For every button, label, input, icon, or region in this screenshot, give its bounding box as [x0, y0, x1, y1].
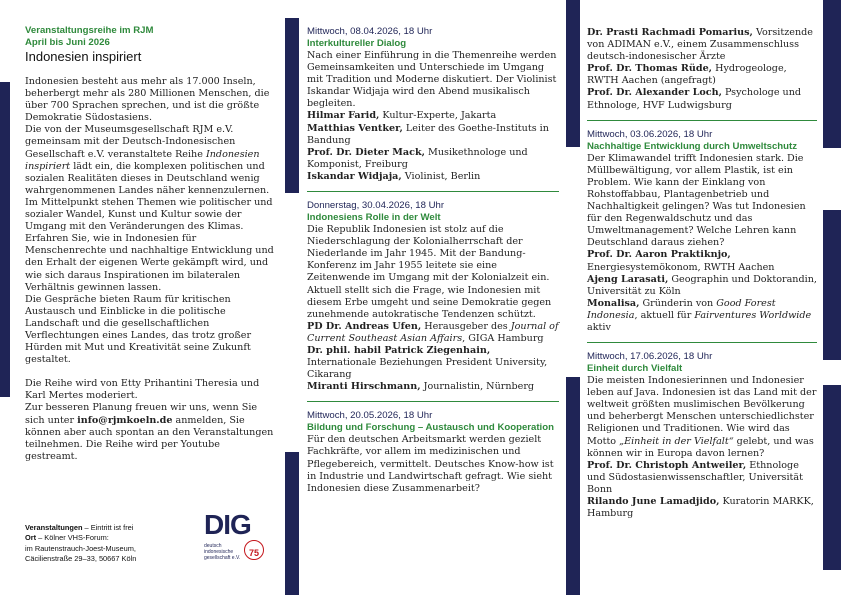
- moderation-note: Die Reihe wird von Etty Prihantini Theresia und Karl Mertes moderiert.: [25, 378, 260, 402]
- event-date: Donnerstag, 30.04.2026, 18 Uhr: [307, 200, 445, 212]
- divider: [587, 120, 817, 121]
- event-title: Bildung und Forschung – Austausch und Kooperation: [307, 422, 554, 434]
- event-4: [587, 129, 817, 334]
- event-3-speakers: [587, 27, 817, 112]
- events-column-3: [587, 27, 817, 520]
- intro-paragraph-2: Die von der Museumsgesellschaft RJM e.V. gemeinsam mit der Deutsch-Indonesischen Gesellschaft e.V. veranstaltete Reihe Indonesien inspiriert lädt ein, die komplexen politischen und sozialen Realitäten dieses in Deutschland wenig wahrgenommenen Landes näher kennenzulernen.: [25, 124, 270, 196]
- event-description: Die meisten Indonesierinnen und Indonesier leben auf Java. Indonesien ist das Land mit der weltweit größten muslimischen Bevölkerung und beherbergt Menschen unterschiedlichster Religionen und Traditionen. Wie wird das Motto „Einheit in der Vielfalt“ gelebt, und was können wir in Europa davon lernen?: [587, 375, 817, 459]
- event-1: [307, 26, 559, 183]
- speaker: Prof. Dr. Dieter Mack, Musikethnologe und Komponist, Freiburg: [307, 146, 528, 170]
- intro-paragraph-1: Indonesien besteht aus mehr als 17.000 Inseln, beherbergt mehr als 280 Millionen Menschen, die über 700 Sprachen sprechen, und ist die größte Demokratie Südostasiens.: [25, 76, 270, 124]
- event-title: Einheit durch Vielfalt: [587, 363, 683, 375]
- event-5: [587, 351, 817, 520]
- intro-column: [25, 25, 275, 463]
- event-description: Nach einer Einführung in die Themenreihe werden Gemeinsamkeiten und Unterschiede im Umgang mit Tradition und Moderne diskutiert. Der Violinist Iskandar Widjaja wird den Abend musikalisch begleiten.: [307, 50, 557, 110]
- series-name: Veranstaltungsreihe im RJM: [25, 25, 154, 36]
- event-3: [307, 410, 559, 494]
- speaker: PD Dr. Andreas Ufen, Herausgeber des Journal of Current Southeast Asian Affairs, GIGA Hamburg: [307, 320, 559, 344]
- venue-info: Veranstaltungen – Eintritt ist frei Ort – Kölner VHS-Forum: im Rautenstrauch-Joest-Museum, Cäcilienstraße 29–33, 50667 Köln: [25, 523, 137, 564]
- event-date: Mittwoch, 03.06.2026, 18 Uhr: [587, 128, 713, 140]
- event-date: Mittwoch, 08.04.2026, 18 Uhr: [307, 26, 433, 37]
- speaker: Iskandar Widjaja, Violinist, Berlin: [307, 170, 481, 182]
- speaker: Prof. Dr. Alexander Loch, Psychologe und Ethnologe, HVF Ludwigsburg: [587, 87, 802, 111]
- events-column-2: [307, 26, 559, 495]
- intro-paragraph-4: Die Gespräche bieten Raum für kritischen Austausch und Einblicke in die politische Landschaft und die gesellschaftlichen Verflechtungen eines Landes, das trotz großer Hürden mit Mut und Kreativität seine Zukunft gestaltet.: [25, 293, 252, 366]
- column-bar-2-bottom: [566, 377, 580, 595]
- dig-logo-mark: DIG: [204, 509, 251, 540]
- speaker: Miranti Hirschmann, Journalistin, Nürnberg: [307, 381, 535, 393]
- event-title: Interkultureller Dialog: [307, 38, 407, 49]
- column-bar-1-top: [285, 18, 299, 193]
- dig-logo-text: deutsch indonesische gesellschaft e.V.: [204, 543, 241, 561]
- speaker: Rilando June Lamadjido, Kuratorin MARKK, Hamburg: [587, 496, 814, 520]
- event-description: Die Republik Indonesien ist stolz auf die Niederschlagung der Kolonialherrschaft der Niederlande im Jahr 1945. Mit der Bandung-Konferenz im Jahr 1955 leitete sie eine Zeitenwende im Umgang mit der Kolonialzeit ein. Aktuell stellt sich die Frage, wie Indonesien mit diesem Erbe umgeht und seine Demokratie gegen zunehmende autokratische Tendenzen schützt.: [307, 224, 552, 320]
- divider: [307, 401, 559, 402]
- series-dates: April bis Juni 2026: [25, 37, 110, 48]
- intro-text: [25, 76, 275, 463]
- event-title: Indonesiens Rolle in der Welt: [307, 212, 441, 224]
- registration-note: Zur besseren Planung freuen wir uns, wenn Sie sich unter info@rjmkoeln.de anmelden, Sie können aber auch spontan an den Veranstaltungen teilnehmen. Die Reihe wird per Youtube gestreamt.: [25, 402, 274, 462]
- speaker: Monalisa, Gründerin von Good Forest Indonesia, aktuell für Fairventures Worldwide aktiv: [587, 297, 812, 333]
- column-bar-1-bottom: [285, 452, 299, 595]
- column-bar-2-top: [566, 0, 580, 147]
- event-description: Der Klimawandel trifft Indonesien stark. Die Müllbewältigung, vor allem Plastik, ist ein Problem. Wie kann der Einklang von Rohstoffabbau, Plantagenbetrieb und Nachhaltigkeit gelingen? Was tut Indonesien für den Regenwaldschutz und das Umweltmanagement? Welche Lehren kann Deutschland daraus ziehen?: [587, 152, 806, 249]
- right-edge-bar-bottom: [823, 385, 841, 570]
- speaker: Dr. phil. habil Patrick Ziegenhain, Internationale Beziehungen President University, Cikarang: [307, 344, 548, 381]
- event-date: Mittwoch, 17.06.2026, 18 Uhr: [587, 351, 713, 363]
- intro-paragraph-3: Im Mittelpunkt stehen Themen wie politischer und sozialer Wandel, Kunst und Kultur sowie der Umgang mit den Veränderungen des Klimas. Erfahren Sie, wie in Indonesien für Menschenrechte und nachhaltige Entwicklung und den Erhalt der eigenen Werte gekämpft wird, und wie sich daraus Inspirationen im bilateralen Verhältnis gewinnen lassen.: [25, 196, 274, 293]
- email-link[interactable]: info@rjmkoeln.de: [77, 414, 173, 426]
- speaker: Ajeng Larasati, Geographin und Doktorandin, Universität zu Köln: [587, 273, 817, 297]
- event-title: Nachhaltige Entwicklung durch Umweltschutz: [587, 140, 798, 152]
- dig-logo: [204, 509, 274, 572]
- left-edge-bar: [0, 82, 10, 397]
- page-title: Indonesien inspiriert: [25, 49, 142, 64]
- anniversary-badge: 75: [244, 540, 264, 560]
- speaker: Hilmar Farid, Kultur-Experte, Jakarta: [307, 110, 497, 122]
- speaker: Prof. Dr. Thomas Rüde, Hydrogeologe, RWTH Aachen (angefragt): [587, 63, 787, 87]
- right-edge-bar-top: [823, 0, 841, 148]
- speaker: Dr. Prasti Rachmadi Pomarius, Vorsitzende von ADIMAN e.V., einem Zusammenschluss deutsch-indonesischer Ärzte: [587, 27, 813, 63]
- event-2: [307, 200, 559, 393]
- speaker: Prof. Dr. Aaron Praktiknjo, Energiesystemökonom, RWTH Aachen: [587, 249, 775, 273]
- event-description: Für den deutschen Arbeitsmarkt werden gezielt Fachkräfte, vor allem im medizinischen und Pflegebereich, vermittelt. Deutsches Know-how ist in Industrie und Landwirtschaft gefragt. Wie sieht Indonesien diese Zusammenarbeit?: [307, 434, 554, 494]
- divider: [307, 191, 559, 192]
- speaker: Matthias Ventker, Leiter des Goethe-Instituts in Bandung: [307, 122, 549, 146]
- divider: [587, 342, 817, 343]
- right-edge-bar-mid: [823, 210, 841, 360]
- speaker: Prof. Dr. Christoph Antweiler, Ethnologe und Südostasienwissenschaftler, Universität Bonn: [587, 459, 803, 495]
- event-date: Mittwoch, 20.05.2026, 18 Uhr: [307, 410, 433, 422]
